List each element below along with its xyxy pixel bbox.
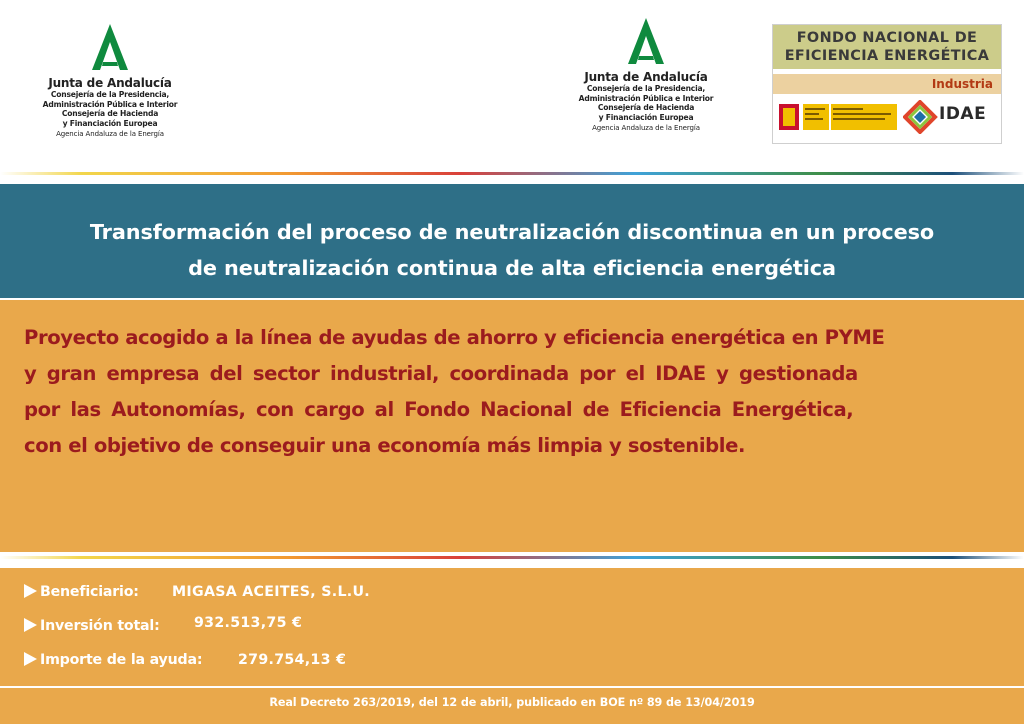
spain-government-ministry-logo-icon [779, 100, 899, 134]
fund-title [773, 25, 1001, 69]
beneficiary-label: Beneficiario: [40, 584, 139, 600]
left-junta-logo [30, 22, 190, 139]
investment-row [24, 614, 424, 638]
fund-title-line: EFICIENCIA ENERGÉTICA [784, 48, 990, 64]
consejeria-line: Administración Pública e Interior [42, 99, 178, 109]
description-line: y gran empresa del sector industrial, coordinada por el IDAE y gestionada [24, 362, 858, 385]
aid-label: Importe de la ayuda: [40, 652, 203, 668]
beneficiary-row [24, 580, 424, 604]
description-line: Proyecto acogido a la línea de ayudas de ahorro y eficiencia energética en PYME [24, 326, 885, 349]
consejeria-line: Consejería de Hacienda [61, 109, 159, 119]
triangle-bullet-icon [24, 652, 37, 666]
gradient-divider-top [0, 172, 1024, 175]
fund-title-line: FONDO NACIONAL DE [796, 30, 978, 46]
aid-value: 279.754,13 € [238, 652, 347, 668]
junta-andalucia-logo-icon [615, 16, 677, 68]
investment-value: 932.513,75 € [194, 615, 303, 631]
beneficiary-value: MIGASA ACEITES, S.L.U. [172, 584, 370, 600]
fund-sector-label: Industria [773, 74, 1001, 94]
legal-reference: Real Decreto 263/2019, del 12 de abril, publicado en BOE nº 89 de 13/04/2019 [269, 696, 755, 709]
triangle-bullet-icon [24, 584, 37, 598]
footer [0, 688, 1024, 724]
project-title-line: Transformación del proceso de neutralización discontinua en un proceso [89, 220, 935, 244]
consejeria-line: Consejería de la Presidencia, [50, 90, 170, 99]
investment-label: Inversión total: [40, 618, 160, 634]
consejeria-line: Consejería de Hacienda [597, 103, 695, 113]
center-junta-logo [566, 16, 726, 133]
consejeria-line: Consejería de la Presidencia, [586, 84, 706, 93]
consejeria-line: y Financiación Europea [62, 118, 158, 128]
consejeria-line: y Financiación Europea [598, 112, 694, 122]
description-line: con el objetivo de conseguir una economía más limpia y sostenible. [24, 434, 746, 457]
idae-label: IDAE [939, 104, 987, 124]
project-title-line: de neutralización continua de alta eficiencia energética [188, 256, 836, 280]
description-line: por las Autonomías, con cargo al Fondo Nacional de Eficiencia Energética, [24, 398, 854, 421]
info-band [0, 568, 1024, 686]
triangle-bullet-icon [24, 618, 37, 632]
project-description [24, 320, 1004, 464]
title-band [0, 184, 1024, 298]
agency-name: Agencia Andaluza de la Energía [56, 130, 164, 139]
header [0, 0, 1024, 168]
gradient-divider-bottom [0, 556, 1024, 559]
aid-row [24, 648, 424, 672]
consejeria-line: Administración Pública e Interior [578, 93, 714, 103]
fund-partner-logos [773, 94, 1001, 140]
junta-andalucia-logo-icon [79, 22, 141, 74]
project-title [30, 214, 994, 286]
agency-name: Agencia Andaluza de la Energía [592, 124, 700, 133]
description-band [0, 300, 1024, 552]
junta-name: Junta de Andalucía [584, 70, 708, 84]
junta-name: Junta de Andalucía [48, 76, 172, 90]
fund-logo-box [772, 24, 1002, 144]
